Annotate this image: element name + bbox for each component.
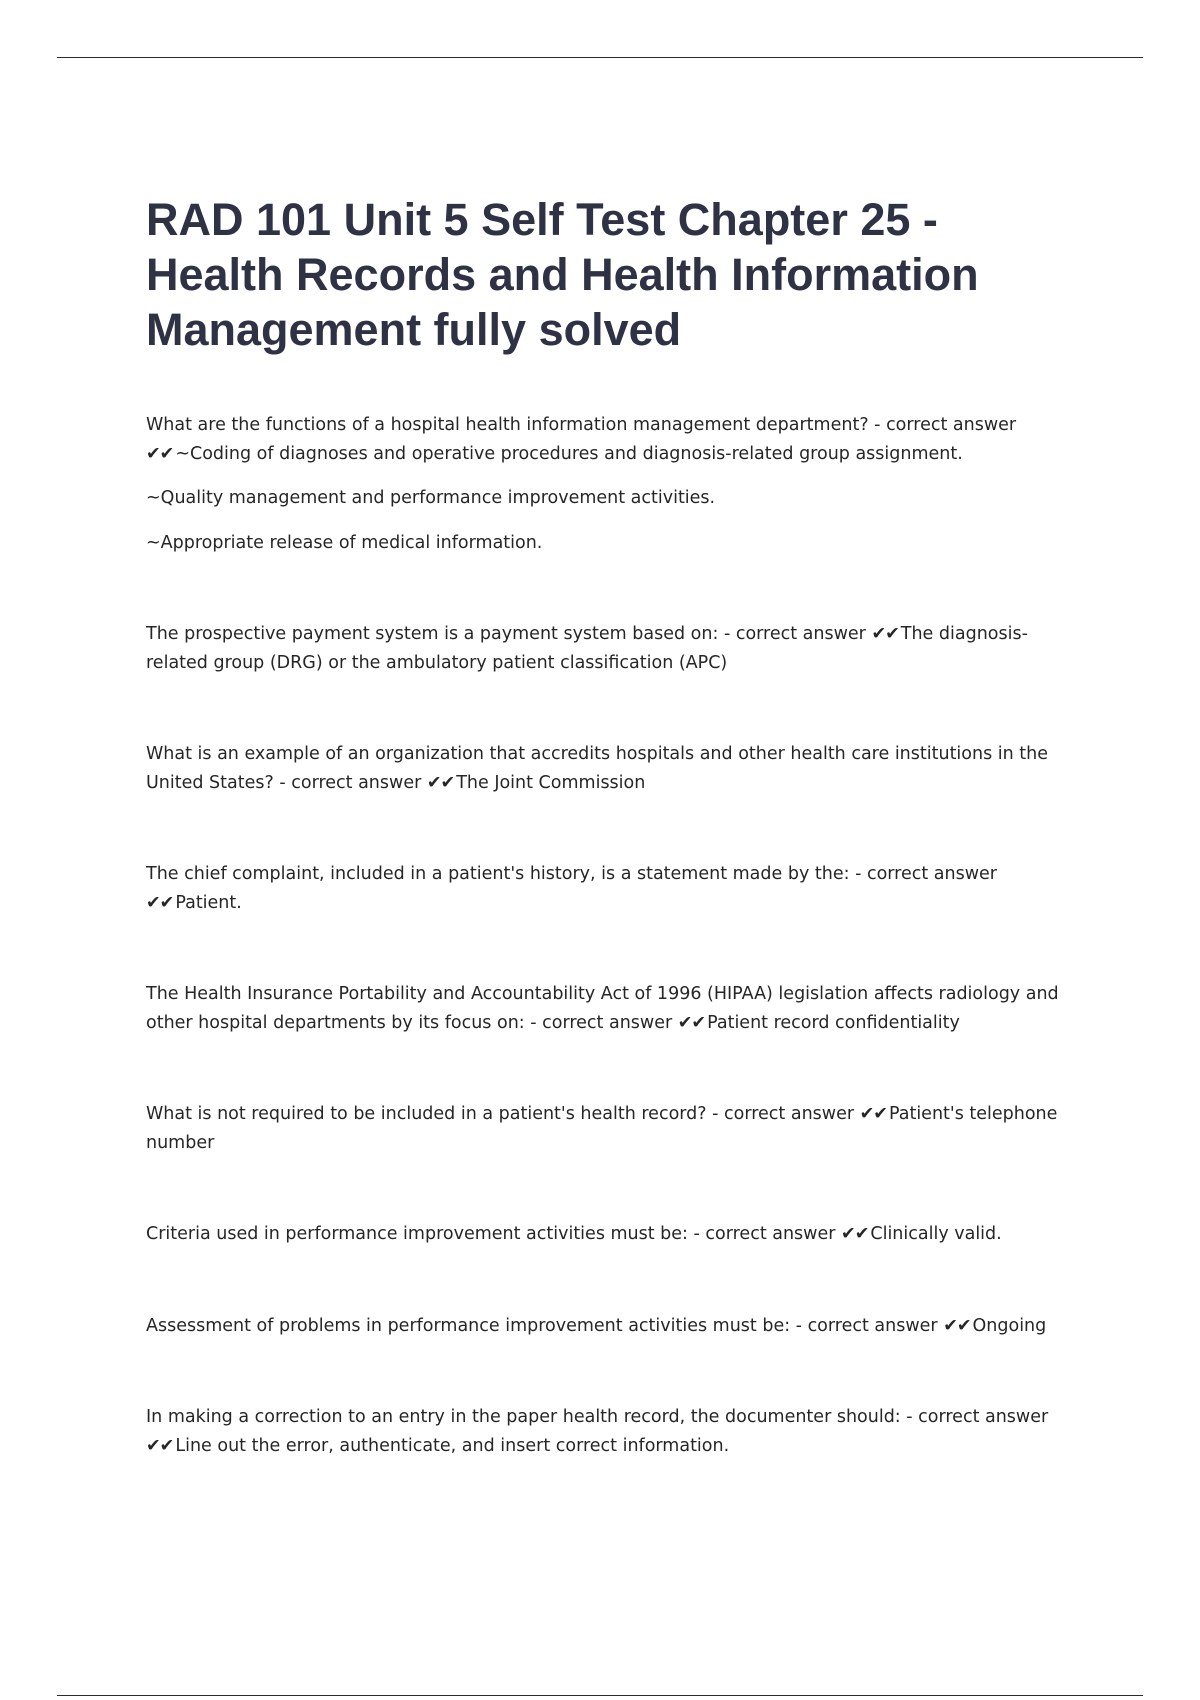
answer-text: Patient. [175, 892, 242, 913]
answer-text: Ongoing [972, 1315, 1047, 1336]
answer-marker: correct answer [291, 772, 422, 793]
check-mark-icon: ✔✔ [146, 892, 174, 913]
answer-marker: correct answer [918, 1407, 1049, 1427]
qa-item: Criteria used in performance improvement activities must be: - correct answer ✔✔ Clinically valid. [146, 1224, 1002, 1244]
top-rule [57, 57, 1143, 58]
check-mark-icon: ✔✔ [841, 1224, 869, 1244]
answer-extra-line: ~Appropriate release of medical information. [146, 532, 543, 553]
question-text: What are the functions of a hospital health information management department? [146, 415, 869, 435]
answer-text: Clinically valid. [870, 1224, 1002, 1244]
answer-marker: correct answer [705, 1224, 836, 1244]
answer-text: Patient's telephone number [146, 1104, 1058, 1153]
question-text: In making a correction to an entry in the paper health record, the documenter should: [146, 1407, 901, 1427]
document-title: RAD 101 Unit 5 Self Test Chapter 25 - Health Records and Health Information Management fully solved [146, 194, 979, 355]
check-mark-icon: ✔✔ [146, 1435, 174, 1456]
answer-text: Patient record confidentiality [707, 1012, 960, 1033]
check-mark-icon: ✔✔ [146, 443, 174, 464]
answer-marker: correct answer [735, 624, 866, 644]
answer-marker: correct answer [724, 1104, 855, 1124]
answer-text: ~Coding of diagnoses and operative procedures and diagnosis-related group assignment. [175, 443, 963, 464]
bottom-rule [57, 1695, 1143, 1696]
document-body [146, 192, 1086, 1460]
answer-text: The Joint Commission [456, 772, 646, 793]
qa-item: Assessment of problems in performance improvement activities must be: - correct answer ✔✔ Ongoing [146, 1315, 1047, 1336]
check-mark-icon: ✔✔ [426, 772, 455, 793]
answer-marker: correct answer [886, 415, 1017, 435]
check-mark-icon: ✔✔ [943, 1315, 971, 1336]
qa-item: The chief complaint, included in a patient's history, is a statement made by the: - correct answer ✔✔ Patient. [146, 864, 997, 913]
qa-item: In making a correction to an entry in the paper health record, the documenter should: - correct answer ✔✔ Line out the error, authenticate, and insert correct information. [146, 1407, 1049, 1456]
qa-item: The Health Insurance Portability and Accountability Act of 1996 (HIPAA) legislation affects radiology and other hospital departments by its focus on: - correct answer ✔✔ Patient record confidentiality [146, 984, 1059, 1033]
question-text: Criteria used in performance improvement activities must be: [146, 1224, 688, 1244]
question-text: The chief complaint, included in a patient's history, is a statement made by the: [146, 864, 850, 884]
question-text: What is not required to be included in a patient's health record? [146, 1104, 707, 1124]
answer-extra-line: ~Quality management and performance improvement activities. [146, 488, 716, 508]
qa-item: What is not required to be included in a patient's health record? - correct answer ✔✔ Patient's telephone number [146, 1104, 1058, 1153]
answer-marker: correct answer [807, 1315, 938, 1336]
qa-item: What is an example of an organization that accredits hospitals and other health care institutions in the United States? - correct answer ✔✔ The Joint Commission [146, 744, 1049, 793]
check-mark-icon: ✔✔ [859, 1104, 887, 1124]
check-mark-icon: ✔✔ [677, 1012, 706, 1033]
qa-item: What are the functions of a hospital health information management department? - correct answer ✔✔ ~Coding of diagnoses and operative procedures and diagnosis-related group assignment. ~Quality management and performance improvement activities. ~Appropriate release of medical information. [146, 411, 1086, 557]
question-text: What is an example of an organization that accredits hospitals and other health care institutions in the United States? [146, 744, 1049, 793]
answer-text: The diagnosis-related group (DRG) or the ambulatory patient classification (APC) [146, 624, 1028, 673]
qa-item: The prospective payment system is a payment system based on: - correct answer ✔✔ The diagnosis-related group (DRG) or the ambulatory patient classification (APC) [146, 624, 1028, 673]
question-text: The Health Insurance Portability and Accountability Act of 1996 (HIPAA) legislation affects radiology and other hospital departments by its focus on: [146, 984, 1059, 1033]
question-text: Assessment of problems in performance improvement activities must be: [146, 1315, 791, 1336]
answer-text: Line out the error, authenticate, and insert correct information. [175, 1435, 730, 1456]
answer-marker: correct answer [866, 864, 997, 884]
question-text: The prospective payment system is a payment system based on: [146, 624, 719, 644]
answer-marker: correct answer [542, 1012, 673, 1033]
check-mark-icon: ✔✔ [871, 624, 899, 644]
